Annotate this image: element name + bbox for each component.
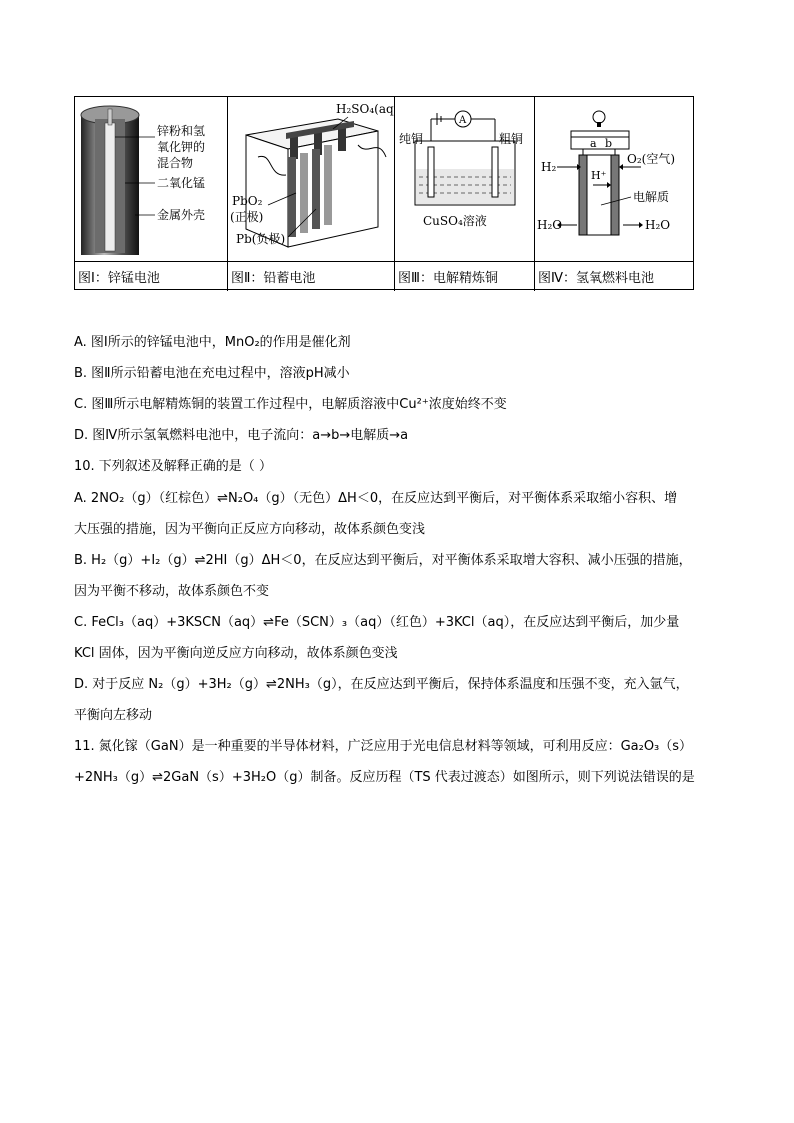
fig4-water-right: H₂O [645,218,671,232]
fig4-terminal-a: a [590,137,597,150]
fig1-label-1b: 氧化钾的 [157,140,206,154]
figure-2-cell [228,97,395,291]
copper-refining-diagram [395,97,534,261]
fig4-o2: O₂(空气) [627,152,676,166]
fig3-pure-copper: 纯铜 [399,132,424,146]
fig4-electrolyte: 电解质 [633,190,670,204]
caption-fig1: 图Ⅰ：锌锰电池 [78,271,160,286]
caption-fig2: 图Ⅱ：铅蓄电池 [231,271,316,286]
figure-3-cell [395,97,535,291]
question-10-stem: 10. 下列叙述及解释正确的是（ ） [74,459,272,474]
option-9d: D. 图Ⅳ所示氢氧燃料电池中，电子流向：a→b→电解质→a [74,428,409,443]
fig3-crude-copper: 粗铜 [499,132,524,146]
fig2-pbo2: PbO₂ [232,194,263,208]
option-10b-line2: 因为平衡不移动，故体系颜色不变 [74,584,270,599]
fig2-acid: H₂SO₄(aq) [336,102,394,116]
fig3-ammeter: A [459,115,467,126]
option-10a-line1: A. 2NO₂（g）（红棕色）⇌N₂O₄（g）（无色）ΔH＜0，在反应达到平衡后，对平衡体系采取缩小容积、增 [74,491,678,506]
zinc-manganese-battery-diagram [75,97,227,261]
figure-4-cell [535,97,695,291]
fig2-positive: (正极) [230,210,264,224]
question-11-line1: 11. 氮化镓（GaN）是一种重要的半导体材料，广泛应用于光电信息材料等领域，可利用反应：Ga₂O₃（s） [74,739,693,754]
figure-1-cell [75,97,228,291]
question-11-line2: +2NH₃（g）⇌2GaN（s）+3H₂O（g）制备。反应历程（TS 代表过渡态）如图所示，则下列说法错误的是 [74,770,695,785]
fig4-water-left: H₂O [537,218,563,232]
option-10d-line2: 平衡向左移动 [74,708,153,723]
fig4-hplus: H⁺ [591,169,607,182]
option-10d-line1: D. 对于反应 N₂（g）+3H₂（g）⇌2NH₃（g），在反应达到平衡后，保持体系温度和压强不变，充入氩气， [74,677,689,692]
fig3-solution: CuSO₄溶液 [423,214,487,228]
figure-table [74,96,694,290]
option-9b: B. 图Ⅱ所示铅蓄电池在充电过程中，溶液pH减小 [74,366,350,381]
fig1-label-1c: 混合物 [157,156,194,170]
option-10b-line1: B. H₂（g）+I₂（g）⇌2HI（g）ΔH＜0，在反应达到平衡后，对平衡体系采取增大容积、减小压强的措施， [74,553,692,568]
caption-fig3: 图Ⅲ：电解精炼铜 [398,271,498,286]
option-9a: A. 图Ⅰ所示的锌锰电池中，MnO₂的作用是催化剂 [74,335,351,350]
option-9c: C. 图Ⅲ所示电解精炼铜的装置工作过程中，电解质溶液中Cu²⁺浓度始终不变 [74,397,507,412]
option-10c-line1: C. FeCl₃（aq）+3KSCN（aq）⇌Fe（SCN）₃（aq）（红色）+3KCl（aq），在反应达到平衡后，加少量 [74,615,680,630]
fig4-h2: H₂ [541,160,557,174]
fig2-pb: Pb(负极) [236,232,286,246]
lead-acid-battery-diagram [228,97,394,261]
fig1-label-2: 二氧化锰 [157,176,206,190]
caption-fig4: 图Ⅳ：氢氧燃料电池 [538,271,654,286]
fig1-label-1a: 锌粉和氢 [157,124,206,138]
fig1-label-3: 金属外壳 [157,208,206,222]
option-10c-line2: KCl 固体，因为平衡向逆反应方向移动，故体系颜色变浅 [74,646,398,661]
fig4-terminal-b: b [605,137,613,150]
option-10a-line2: 大压强的措施，因为平衡向正反应方向移动，故体系颜色变浅 [74,522,426,537]
hydrogen-fuel-cell-diagram [535,97,693,261]
